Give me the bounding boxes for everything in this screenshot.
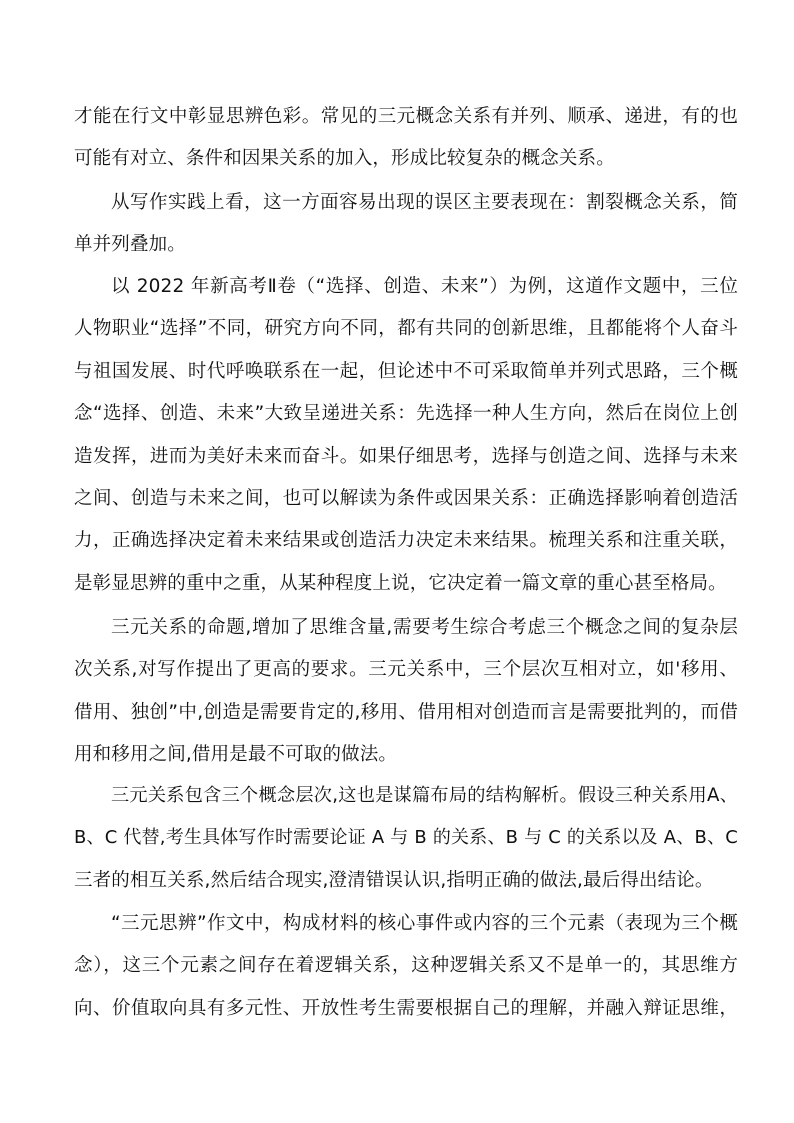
text-line: 造发挥，进而为美好未来而奋斗。如果仔细思考，选择与创造之间、选择与未来 <box>74 445 738 467</box>
text-line: “三元思辨”作文中，构成材料的核心事件或内容的三个元素（表现为三个概 <box>111 913 738 934</box>
text-line: 用和移用之间,借用是最不可取的做法。 <box>74 744 398 766</box>
paragraph-1 <box>74 96 738 181</box>
text-line: 次关系,对写作提出了更高的要求。三元关系中，三个层次互相对立，如'移用、 <box>74 659 738 681</box>
text-line: 可能有对立、条件和因果关系的加入，形成比较复杂的概念关系。 <box>74 148 615 170</box>
text-line: 力，正确选择决定着未来结果或创造活力决定未来结果。梳理关系和注重关联， <box>74 530 738 552</box>
text-line: 三元关系包含三个概念层次,这也是谋篇布局的结构解析。假设三种关系用A、 <box>111 785 738 806</box>
text-line: 念“选择、创造、未来”大致呈递进关系：先选择一种人生方向，然后在岗位上创 <box>74 403 738 425</box>
text-line: 才能在行文中彰显思辨色彩。常见的三元概念关系有并列、顺承、递进，有的也 <box>74 106 738 127</box>
paragraph-5 <box>74 775 738 902</box>
paragraph-4 <box>74 607 738 777</box>
text-line: 单并列叠加。 <box>74 234 186 256</box>
paragraph-6 <box>74 903 738 1030</box>
text-line: 借用、独创”中,创造是需要肯定的,移用、借用相对创造而言是需要批判的，而借 <box>74 701 738 723</box>
text-line: B、C 代替,考生具体写作时需要论证 A 与 B 的关系、B 与 C 的关系以及 A、B、C <box>74 827 738 849</box>
text-line: 之间、创造与未来之间，也可以解读为条件或因果关系：正确选择影响着创造活 <box>74 488 738 510</box>
text-line: 从写作实践上看，这一方面容易出现的误区主要表现在：割裂概念关系，简 <box>111 192 738 213</box>
text-line: 念），这三个元素之间存在着逻辑关系，这种逻辑关系又不是单一的，其思维方 <box>74 955 738 977</box>
text-line: 是彰显思辨的重中之重，从某种程度上说，它决定着一篇文章的重心甚至格局。 <box>74 572 727 594</box>
text-line: 三者的相互关系,然后结合现实,澄清错误认识,指明正确的做法,最后得出结论。 <box>74 869 714 891</box>
paragraph-2 <box>74 182 738 267</box>
text-line: 与祖国发展、时代呼唤联系在一起，但论述中不可采取简单并列式思路，三个概 <box>74 360 738 382</box>
paragraph-3 <box>74 266 738 605</box>
text-line: 三元关系的命题,增加了思维含量,需要考生综合考虑三个概念之间的复杂层 <box>111 617 738 638</box>
text-line: 以 2022 年新高考Ⅱ卷（“选择、创造、未来”）为例，这道作文题中，三位 <box>111 276 738 297</box>
text-line: 人物职业“选择”不同，研究方向不同，都有共同的创新思维，且都能将个人奋斗 <box>74 318 738 340</box>
text-line: 向、价值取向具有多元性、开放性考生需要根据自己的理解，并融入辩证思维， <box>74 997 738 1019</box>
